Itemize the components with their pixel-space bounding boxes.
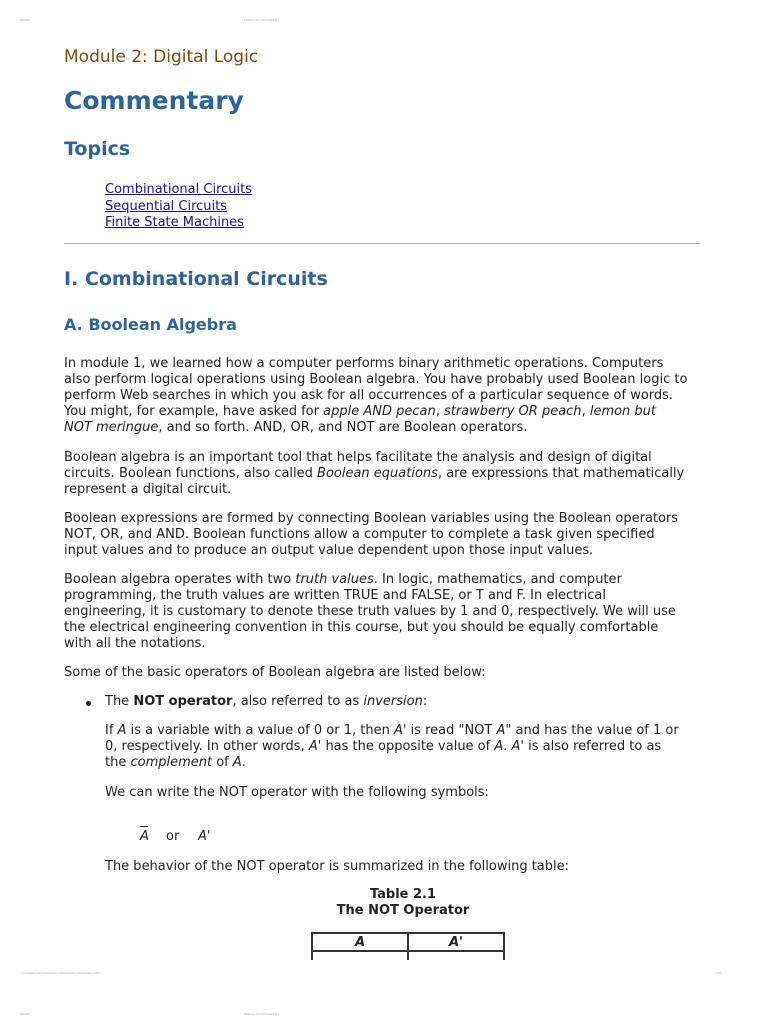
table-caption-title: The NOT Operator bbox=[336, 903, 470, 918]
table-row bbox=[312, 951, 504, 960]
print-header-title-next: Module 2: Commentary bbox=[244, 1012, 280, 1016]
subsection-heading: A. Boolean Algebra bbox=[64, 315, 237, 334]
paragraph-not-description: If A is a variable with a value of 0 or 1, then A' is read "NOT A" and has the value of 1 or 0, respectively. In other words, A' has the opposite value of A. A' is also referred to as the complement of A. bbox=[105, 723, 679, 770]
topic-link-finite-state-machines[interactable]: Finite State Machines bbox=[105, 215, 244, 230]
not-operator-table bbox=[311, 932, 505, 960]
bullet-marker bbox=[86, 701, 91, 706]
topics-heading: Topics bbox=[64, 138, 131, 160]
module-title: Module 2: Digital Logic bbox=[64, 47, 259, 67]
paragraph-table-intro: The behavior of the NOT operator is summarized in the following table: bbox=[105, 859, 570, 874]
print-header-date: 6/5/12 bbox=[20, 18, 30, 22]
symbol-a-bar: A bbox=[140, 829, 149, 844]
table-header-a: A bbox=[312, 933, 408, 951]
table-caption-number: Table 2.1 bbox=[369, 887, 437, 902]
paragraph-operators-intro: Some of the basic operators of Boolean algebra are listed below: bbox=[64, 665, 486, 680]
table-header-a-prime: A' bbox=[408, 933, 504, 951]
paragraph-boolean-algebra: Boolean algebra is an important tool that helps facilitate the analysis and design of digital circuits. Boolean functions, also called Boolean equations, are expressions that mathematically represent a digital circuit. bbox=[64, 450, 685, 497]
document-content bbox=[64, 0, 700, 960]
print-header-date-next: 6/5/12 bbox=[20, 1012, 30, 1016]
horizontal-divider bbox=[64, 243, 700, 244]
topic-link-combinational-circuits[interactable]: Combinational Circuits bbox=[105, 182, 252, 197]
table-header-row bbox=[312, 933, 504, 951]
topic-link-sequential-circuits[interactable]: Sequential Circuits bbox=[105, 198, 228, 214]
bullet-not-operator: The NOT operator, also referred to as inversion: bbox=[105, 694, 428, 709]
symbol-or: or bbox=[166, 829, 180, 844]
section-heading: I. Combinational Circuits bbox=[64, 268, 328, 290]
paragraph-truth-values: Boolean algebra operates with two truth values. In logic, mathematics, and computer programming, the truth values are written TRUE and FALSE, or T and F. In electrical engineering, it is customary to denote these truth values by 1 and 0, respectively. We will use the electrical engineering convention in this course, but you should be equally comfortable with all the notations. bbox=[64, 572, 676, 651]
page-title: Commentary bbox=[64, 86, 244, 115]
overbar-mark bbox=[140, 826, 148, 827]
print-footer-page: 1/4 bbox=[716, 971, 721, 975]
paragraph-symbols-intro: We can write the NOT operator with the following symbols: bbox=[105, 785, 489, 800]
print-footer-url: ...outreach.psu.edu/ist/2.../module2/commentary.htm bbox=[20, 971, 101, 975]
print-header-title: Module 2: Commentary bbox=[244, 18, 280, 22]
paragraph-boolean-expressions: Boolean expressions are formed by connecting Boolean variables using the Boolean operators NOT, OR, and AND. Boolean functions allow a computer to complete a task given specified input values and to produce an output value dependent upon those input values. bbox=[64, 511, 679, 558]
symbol-a-prime: A' bbox=[198, 829, 211, 844]
paragraph-intro: In module 1, we learned how a computer performs binary arithmetic operations. Computers also perform logical operations using Boolean algebra. You have probably used Boolean logic to perform Web searches in which you ask for all occurrences of a particular sequence of words. You might, for example, have asked for apple AND pecan, strawberry OR peach, lemon but NOT meringue, and so forth. AND, OR, and NOT are Boolean operators. bbox=[64, 356, 688, 435]
